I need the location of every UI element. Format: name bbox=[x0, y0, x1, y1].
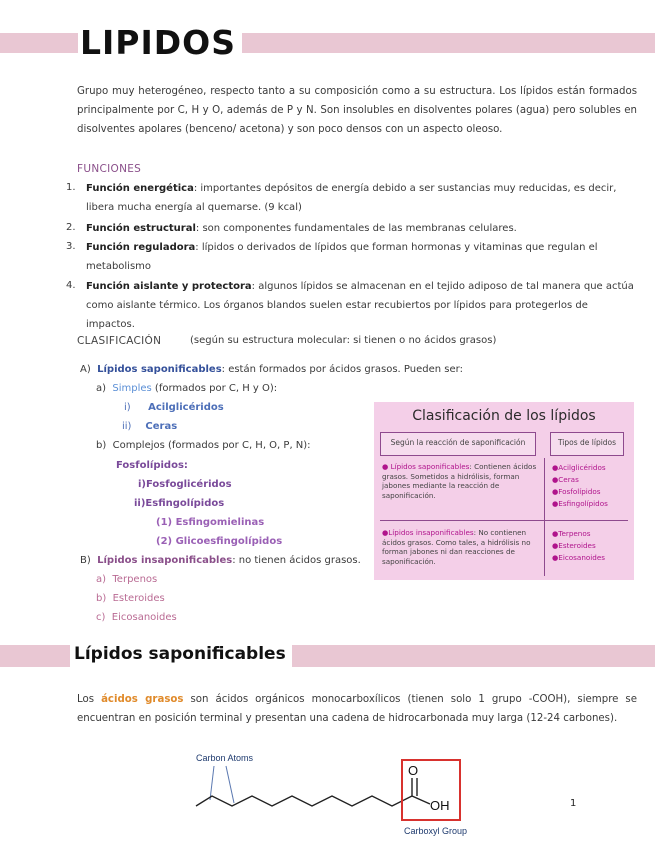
type-item: Terpenos bbox=[558, 529, 591, 538]
letter: b) bbox=[96, 440, 107, 451]
class-B-b bbox=[96, 589, 165, 608]
item-text: : son componentes fundamentales de las membranas celulares. bbox=[195, 223, 517, 234]
class-A-a bbox=[96, 379, 277, 398]
item-label: Lípidos insaponificables bbox=[97, 555, 233, 566]
classification-card bbox=[374, 402, 634, 580]
card-col2-header: Tipos de lípidos bbox=[550, 432, 624, 456]
list-item bbox=[86, 219, 638, 238]
class-A-b bbox=[96, 436, 311, 455]
class-B bbox=[80, 551, 361, 570]
item-label: Función energética bbox=[86, 183, 194, 194]
type-item: Eicosanoides bbox=[558, 553, 605, 562]
intro-paragraph: Grupo muy heterogéneo, respecto tanto a su composición como a su estructura. Los lípidos están formados principalmente por C, H y O, además de P y N. Son insolubles en disolventes polares (agua) pero solubles en disolventes apolares (benceno/ acetona) y son poco densos con un aspecto oleoso. bbox=[77, 86, 637, 135]
sap-desc: : Contienen ácidos grasos. Sometidos a hidrólisis, forman jabones mediante la reacción de saponificación. bbox=[382, 462, 537, 500]
class-A-a-ii bbox=[122, 417, 177, 436]
item-label: Lípidos saponificables bbox=[97, 364, 222, 375]
list-number: 4. bbox=[66, 280, 76, 291]
letter: a) bbox=[96, 574, 107, 585]
type-item: Fosfolípidos bbox=[558, 487, 601, 496]
fosfogliceridos: i)Fosfoglicéridos bbox=[138, 479, 232, 490]
item-label: Acilglicéridos bbox=[148, 402, 224, 413]
card-insap-types: ●Terpenos ●Esteroides ●Eicosanoides bbox=[552, 529, 605, 562]
letter: B) bbox=[80, 555, 91, 566]
section2-paragraph bbox=[77, 690, 637, 728]
item-label: Simples bbox=[112, 383, 152, 394]
list-number: 2. bbox=[66, 222, 76, 233]
item-label: Función estructural bbox=[86, 223, 196, 234]
funciones-heading: FUNCIONES bbox=[77, 163, 142, 175]
letter: A) bbox=[80, 364, 91, 375]
type-item: Esteroides bbox=[558, 541, 596, 550]
arrow-2 bbox=[226, 766, 234, 803]
hydroxyl-label: OH bbox=[430, 798, 450, 813]
para-pre: Los bbox=[77, 694, 102, 705]
item-text: Complejos (formados por C, H, O, P, N): bbox=[112, 440, 311, 451]
class-A bbox=[80, 360, 463, 379]
letter: a) bbox=[96, 383, 107, 394]
item-label: Eicosanoides bbox=[111, 612, 177, 623]
card-divider-horizontal bbox=[380, 520, 628, 521]
carboxyl-group-label: Carboxyl Group bbox=[404, 826, 468, 836]
class-B-a bbox=[96, 570, 157, 589]
list-item bbox=[86, 179, 638, 217]
class-B-c bbox=[96, 608, 177, 627]
sap-label: Lípidos saponificables bbox=[390, 462, 470, 471]
card-sap-types: ●Acilglicéridos ●Ceras ●Fosfolípidos ●Esfingolípidos bbox=[552, 463, 608, 508]
insap-desc: : No contienen ácidos grasos. Como tales, a hidrólisis no forman jabones ni dan reacciones de saponificación. bbox=[382, 528, 531, 566]
num: i) bbox=[124, 402, 131, 413]
card-insap-text: ●Lípidos insaponificables: No contienen ácidos grasos. Como tales, a hidrólisis no forman jabones ni dan reacciones de saponificación. bbox=[382, 528, 531, 566]
item-label: Esteroides bbox=[112, 593, 165, 604]
item-label: Ceras bbox=[145, 421, 178, 432]
list-number: 3. bbox=[66, 241, 76, 252]
glicoesfingolipidos: (2) Glicoesfingolípidos bbox=[156, 536, 283, 547]
item-label: Función aislante y protectora bbox=[86, 281, 252, 292]
num: ii) bbox=[122, 421, 132, 432]
item-text: : algunos lípidos se almacenan en el tejido adiposo de tal manera que actúa como aislante térmico. Los órganos blandos suelen estar recubiertos por lípidos para protegerlos de impactos. bbox=[86, 281, 634, 330]
section-title: Lípidos saponificables bbox=[70, 641, 292, 667]
item-text: : lípidos o derivados de lípidos que forman hormonas y vitaminas que regulan el metabolismo bbox=[86, 242, 598, 272]
insap-label: Lípidos insaponificables bbox=[388, 528, 474, 537]
card-divider-vertical bbox=[544, 458, 545, 576]
item-text: : están formados por ácidos grasos. Pueden ser: bbox=[221, 364, 463, 375]
card-col1-header: Según la reacción de saponificación bbox=[380, 432, 536, 456]
fatty-acids-highlight: ácidos grasos bbox=[101, 694, 184, 705]
esfingolipidos: ii)Esfingolípidos bbox=[134, 498, 225, 509]
clasificacion-note: (según su estructura molecular: si tienen o no ácidos grasos) bbox=[190, 335, 497, 346]
oxygen-label: O bbox=[408, 763, 419, 778]
carbon-chain bbox=[196, 796, 412, 806]
arrow-1 bbox=[210, 766, 214, 800]
item-text: : no tienen ácidos grasos. bbox=[232, 555, 361, 566]
item-text: : importantes depósitos de energía debido a ser sustancias muy reducidas, es decir, libera mucha energía al quemarse. (9 kcal) bbox=[86, 183, 617, 213]
list-item bbox=[86, 238, 638, 276]
letter: b) bbox=[96, 593, 107, 604]
clasificacion-heading: CLASIFICACIÓN bbox=[77, 335, 162, 347]
oh-bond bbox=[412, 796, 430, 804]
type-item: Esfingolípidos bbox=[558, 499, 608, 508]
carbon-atoms-label: Carbon Atoms bbox=[196, 753, 254, 763]
list-number: 1. bbox=[66, 182, 76, 193]
para-post: son ácidos orgánicos monocarboxílicos (tienen solo 1 grupo -COOH), siempre se encuentran en posición terminal y presentan una cadena de hidrocarbonada muy larga (12-24 carbones). bbox=[77, 694, 638, 724]
esfingomielinas: (1) Esfingomielinas bbox=[156, 517, 265, 528]
card-title: Clasificación de los lípidos bbox=[412, 408, 596, 424]
page-title: LIPIDOS bbox=[78, 24, 242, 62]
list-item bbox=[86, 277, 638, 334]
item-label: Función reguladora bbox=[86, 242, 196, 253]
fosfolipidos: Fosfolípidos: bbox=[116, 460, 188, 471]
page-number: 1 bbox=[570, 798, 577, 809]
item-text: (formados por C, H y O): bbox=[151, 383, 278, 394]
class-A-a-i bbox=[124, 398, 224, 417]
fatty-acid-diagram bbox=[190, 748, 480, 844]
type-item: Acilglicéridos bbox=[558, 463, 606, 472]
letter: c) bbox=[96, 612, 106, 623]
card-sap-text: ● Lípidos saponificables: Contienen ácidos grasos. Sometidos a hidrólisis, forman jabones mediante la reacción de saponificación. bbox=[382, 462, 537, 500]
type-item: Ceras bbox=[558, 475, 579, 484]
item-label: Terpenos bbox=[112, 574, 158, 585]
